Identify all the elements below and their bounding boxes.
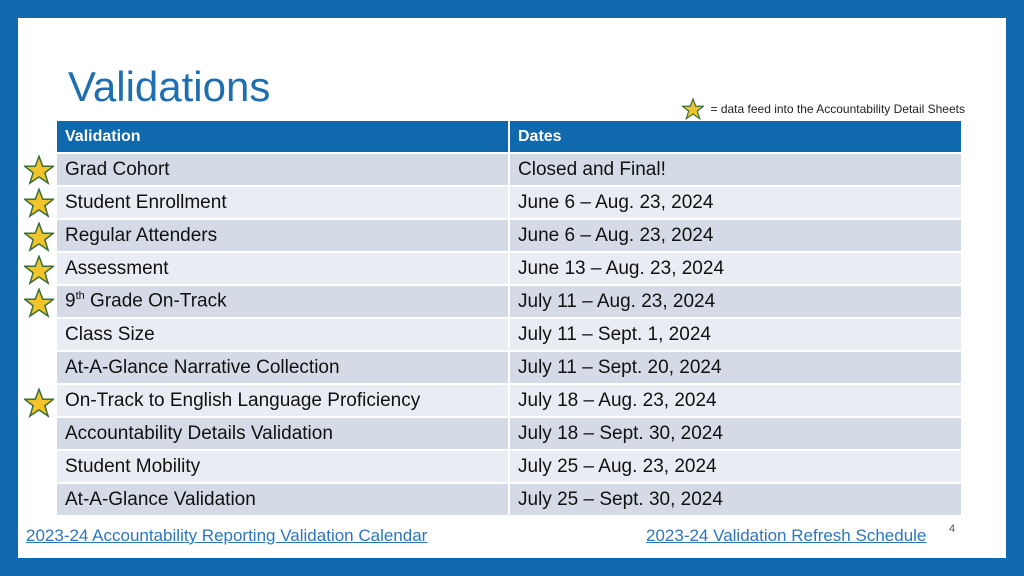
- validation-name: At-A-Glance Narrative Collection: [57, 351, 509, 384]
- star-icon: [24, 155, 54, 185]
- page-title: Validations: [68, 63, 271, 110]
- validation-name: Grad Cohort: [57, 153, 509, 186]
- validation-name: Student Mobility: [57, 450, 509, 483]
- column-header-validation: Validation: [57, 121, 509, 153]
- validation-name: At-A-Glance Validation: [57, 483, 509, 516]
- validation-dates: July 11 – Sept. 1, 2024: [509, 318, 962, 351]
- refresh-schedule-link[interactable]: 2023-24 Validation Refresh Schedule: [646, 526, 927, 545]
- star-icon: [24, 388, 54, 418]
- table-row: [57, 153, 962, 186]
- validation-dates: Closed and Final!: [509, 153, 962, 186]
- validation-calendar-link[interactable]: 2023-24 Accountability Reporting Validation Calendar: [26, 526, 428, 545]
- table-header-row: [57, 121, 962, 153]
- validation-dates: July 25 – Aug. 23, 2024: [509, 450, 962, 483]
- validation-name: Accountability Details Validation: [57, 417, 509, 450]
- validation-dates: July 25 – Sept. 30, 2024: [509, 483, 962, 516]
- star-icon: [682, 98, 704, 120]
- table-row: [57, 384, 962, 417]
- column-header-dates: Dates: [509, 121, 962, 153]
- validation-name: Class Size: [57, 318, 509, 351]
- legend-text: = data feed into the Accountability Detail Sheets: [710, 102, 965, 116]
- validation-table: [57, 121, 963, 517]
- star-icon: [24, 255, 54, 285]
- table-row: [57, 318, 962, 351]
- page-number: 4: [949, 523, 956, 535]
- star-icon: [24, 222, 54, 252]
- validation-name: 9th Grade On-Track: [57, 285, 509, 318]
- table-row: [57, 252, 962, 285]
- validation-dates: July 11 – Aug. 23, 2024: [509, 285, 962, 318]
- validation-dates: July 18 – Aug. 23, 2024: [509, 384, 962, 417]
- validation-name: Student Enrollment: [57, 186, 509, 219]
- validation-dates: July 18 – Sept. 30, 2024: [509, 417, 962, 450]
- validation-dates: June 6 – Aug. 23, 2024: [509, 219, 962, 252]
- table-row: [57, 186, 962, 219]
- star-icon: [24, 288, 54, 318]
- slide: [18, 18, 1006, 558]
- table-row: [57, 483, 962, 516]
- validation-dates: June 13 – Aug. 23, 2024: [509, 252, 962, 285]
- table-row: [57, 450, 962, 483]
- table-row: [57, 285, 962, 318]
- table-row: [57, 219, 962, 252]
- validation-name: Assessment: [57, 252, 509, 285]
- validation-name: Regular Attenders: [57, 219, 509, 252]
- star-icon: [24, 188, 54, 218]
- validation-dates: June 6 – Aug. 23, 2024: [509, 186, 962, 219]
- legend: [682, 98, 965, 120]
- validation-dates: July 11 – Sept. 20, 2024: [509, 351, 962, 384]
- table-row: [57, 417, 962, 450]
- validation-name: On-Track to English Language Proficiency: [57, 384, 509, 417]
- table-row: [57, 351, 962, 384]
